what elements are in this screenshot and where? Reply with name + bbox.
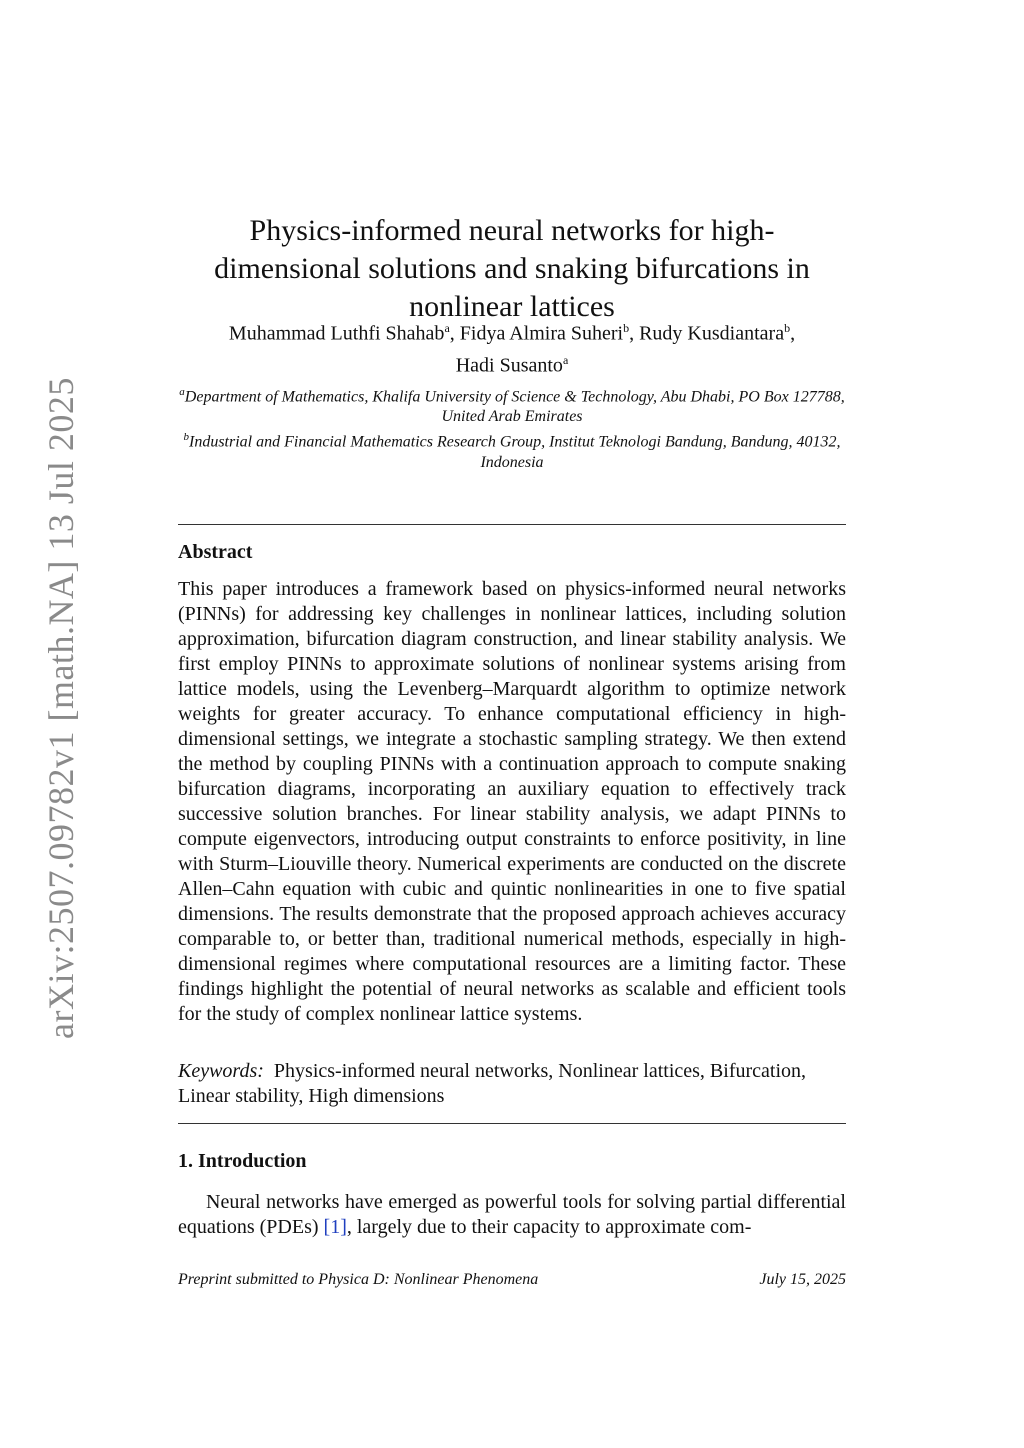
- introduction-paragraph: Neural networks have emerged as powerful tools for solving partial differential equations (PDEs) [1], largely due to their capacity to approximate com-: [178, 1191, 846, 1238]
- bottom-divider: [178, 1123, 846, 1124]
- keywords-label: Keywords:: [178, 1060, 264, 1082]
- author-name: Hadi Susanto: [455, 354, 563, 377]
- top-divider: [178, 524, 846, 525]
- author-list: Muhammad Luthfi Shahab$^a$, Fidya Almira Suheri$^b$, Rudy Kusdiantara$^b$, Hadi Susanto$^a$: [228, 321, 796, 377]
- affiliation-list: [178, 382, 846, 473]
- author-affiliation-mark: b: [784, 321, 791, 335]
- author-name: Muhammad Luthfi Shahab: [228, 322, 445, 345]
- footer-date: July 15, 2025: [759, 1271, 846, 1288]
- affiliation-item: [178, 427, 846, 472]
- arxiv-identifier-stamp: arXiv:2507.09782v1 [math.NA] 13 Jul 2025: [41, 377, 81, 1039]
- keywords: [178, 1059, 846, 1109]
- affiliation-mark: b: [183, 431, 189, 444]
- affiliation-text: Department of Mathematics, Khalifa University of Science & Technology, Abu Dhabi, PO Box 127788, United Arab Emirates: [184, 388, 845, 426]
- abstract-text: This paper introduces a framework based on physics-informed neural networks (PINNs) for addressing key challenges in nonlinear lattices, including solution approximation, bifurcation diagram construction, and linear stability analysis. We first employ PINNs to approximate solutions of nonlinear systems arising from lattice models, using the Levenberg–Marquardt algorithm to optimize network weights for greater accuracy. To enhance computational efficiency in high-dimensional settings, we integrate a stochastic sampling strategy. We then extend the method by coupling PINNs with a continuation approach to compute snaking bifurcation diagrams, incorporating an auxiliary equation to effectively track successive solution branches. For linear stability analysis, we adapt PINNs to compute eigenvectors, introducing output constraints to enforce positivity, in line with Sturm–Liouville theory. Numerical experiments are conducted on the discrete Allen–Cahn equation with cubic and quintic nonlinearities in one to five spatial dimensions. The results demonstrate that the proposed approach achieves accuracy comparable to, or better than, traditional numerical methods, especially in high-dimensional regimes where computational resources are a limiting factor. These findings highlight the potential of neural networks as scalable and efficient tools for the study of complex nonlinear lattice systems.: [178, 578, 846, 1025]
- author-affiliation-mark: a: [444, 321, 450, 335]
- author-name: Fidya Almira Suheri: [459, 322, 624, 345]
- author-affiliation-mark: b: [623, 321, 630, 335]
- abstract-heading: Abstract: [178, 541, 253, 563]
- section-heading-introduction: 1. Introduction: [178, 1150, 307, 1172]
- affiliation-mark: a: [179, 386, 185, 398]
- keywords-text: Physics-informed neural networks, Nonlinear lattices, Bifurcation, Linear stability, High dimensions: [178, 1060, 807, 1107]
- affiliation-item: [178, 382, 846, 427]
- page-footer: [178, 1271, 846, 1289]
- footer-submission-note: Preprint submitted to Physica D: Nonlinear Phenomena: [178, 1271, 539, 1288]
- paper-title: Physics-informed neural networks for high-dimensional solutions and snaking bifurcations in nonlinear lattices: [214, 214, 810, 323]
- author-affiliation-mark: a: [562, 352, 569, 367]
- citation-link[interactable]: [1]: [323, 1216, 347, 1238]
- author-name: Rudy Kusdiantara: [639, 322, 785, 345]
- affiliation-text: Industrial and Financial Mathematics Research Group, Institut Teknologi Bandung, Bandung, 40132, Indonesia: [188, 433, 841, 471]
